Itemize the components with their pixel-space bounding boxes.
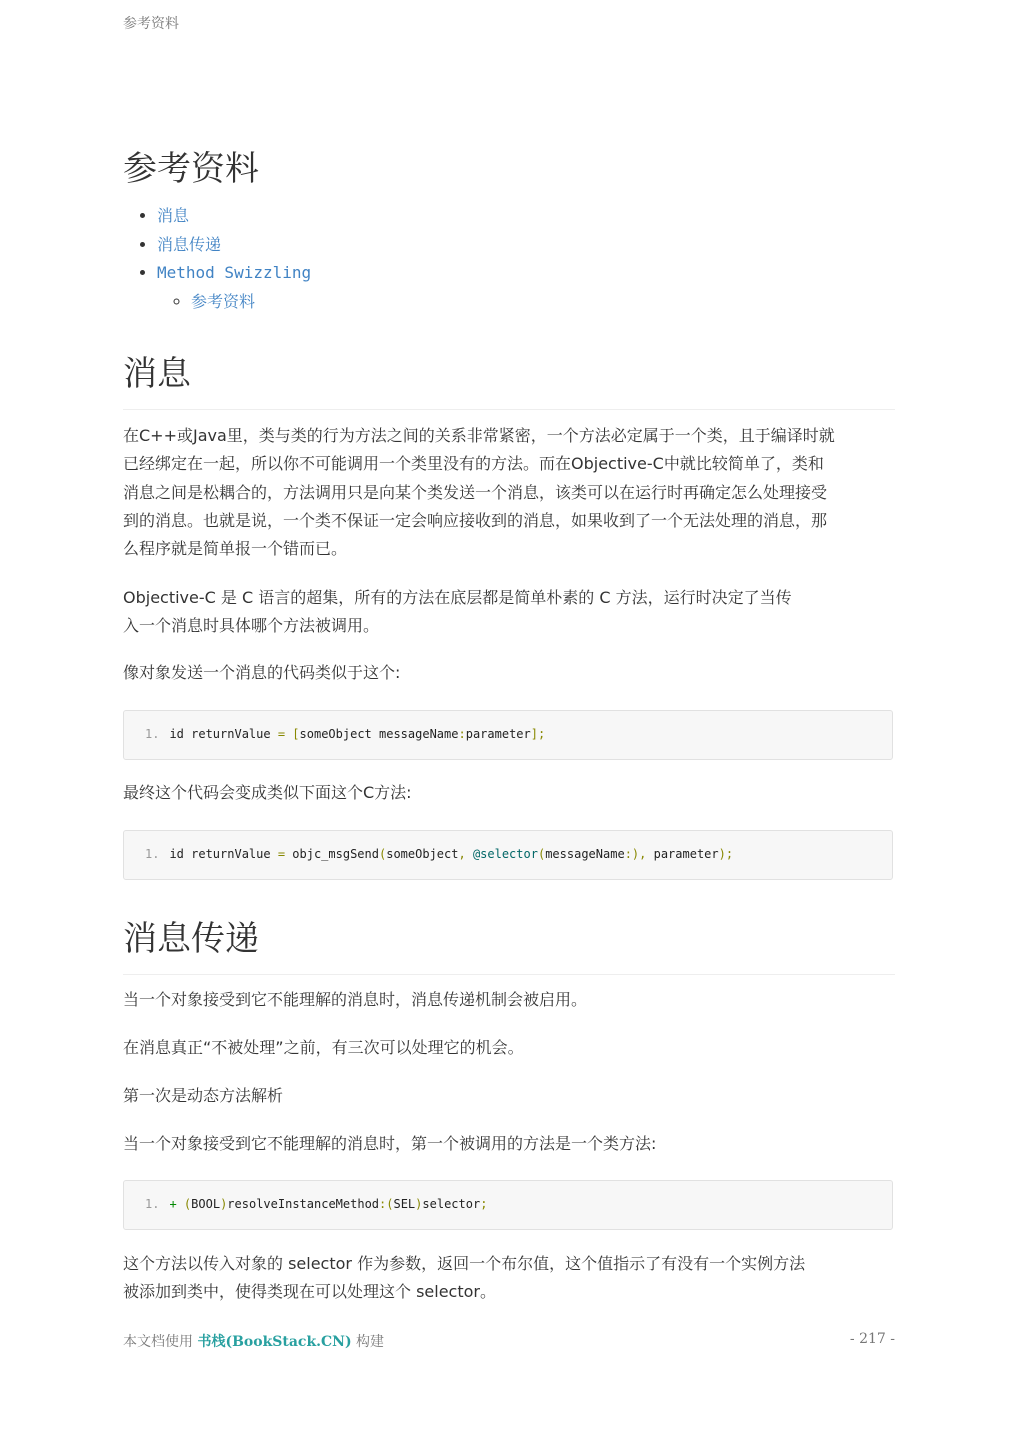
footer-prefix: 本文档使用	[123, 1334, 198, 1350]
code-token: objc_msgSend	[285, 847, 379, 861]
paragraph-send-message: 像对象发送一个消息的代码类似于这个:	[123, 663, 401, 682]
code-token: ];	[530, 727, 546, 741]
code-token: ,	[458, 847, 466, 861]
code-token: )	[415, 1197, 423, 1211]
code-block-objc-msgsend	[123, 830, 893, 880]
code-token: =	[277, 727, 286, 741]
code-token: SEL	[393, 1197, 416, 1211]
toc-item	[157, 202, 311, 231]
paragraph-intro	[123, 422, 895, 563]
section-heading-message-forwarding: 消息传递	[123, 911, 895, 975]
toc-link-references[interactable]: 参考资料	[191, 291, 256, 311]
text-line: 入一个消息时具体哪个方法被调用。	[123, 616, 380, 636]
code-token: resolveInstanceMethod	[227, 1197, 380, 1211]
code-line	[145, 847, 733, 861]
code-token	[466, 847, 473, 861]
code-token: BOOL	[191, 1197, 221, 1211]
text-line: 到的消息。也就是说，一个类不保证一定会响应接收到的消息，如果收到了一个无法处理的消息，那	[123, 510, 828, 530]
code-token: +	[169, 1197, 177, 1211]
code-token: selector	[422, 1197, 481, 1211]
code-token: parameter	[646, 847, 719, 861]
text-line: 么程序就是简单报一个错而已。	[123, 539, 348, 559]
line-number: 1.	[145, 847, 160, 861]
paragraph-superset	[123, 584, 895, 641]
text-line: Objective-C 是 C 语言的超集，所有的方法在底层都是简单朴素的 C 方法，运行时决定了当传	[123, 588, 792, 607]
toc-subitem	[191, 288, 311, 317]
code-token: (	[183, 1197, 192, 1211]
footer-suffix: 构建	[351, 1334, 385, 1350]
code-token: someObject messageName	[299, 727, 459, 741]
code-token: parameter	[465, 727, 531, 741]
toc-link-messages[interactable]: 消息	[157, 206, 190, 225]
text-line: 消息之间是松耦合的，方法调用只是向某个类发送一个消息，该类可以在运行时再确定怎么处理接受	[123, 482, 828, 502]
code-token: :(	[379, 1197, 394, 1211]
code-token: (	[537, 847, 546, 861]
running-header: 参考资料	[123, 16, 179, 32]
code-token: (	[378, 847, 387, 861]
paragraph-selector-result	[123, 1250, 895, 1307]
code-line	[145, 1197, 487, 1211]
footer-credit	[123, 1331, 384, 1351]
code-line	[145, 727, 545, 741]
text-line: 在C++或Java里，类与类的行为方法之间的关系非常紧密，一个方法必定属于一个类，且于编译时就	[123, 426, 835, 445]
footer-brand-link[interactable]: 书栈(BookStack.CN)	[197, 1334, 352, 1350]
code-token: messageName	[545, 847, 625, 861]
code-token: ;	[480, 1197, 488, 1211]
paragraph-three-chances: 在消息真正“不被处理”之前，有三次可以处理它的机会。	[123, 1038, 524, 1057]
paragraph-first-chance: 第一次是动态方法解析	[123, 1086, 284, 1105]
toc-link-method-swizzling[interactable]: Method Swizzling	[157, 263, 312, 282]
text-line: 这个方法以传入对象的 selector 作为参数，返回一个布尔值，这个值指示了有没有一个实例方法	[123, 1254, 806, 1273]
code-token: id returnValue	[169, 847, 278, 861]
code-token	[177, 1197, 184, 1211]
toc-title: 参考资料	[123, 149, 259, 189]
code-token: someObject	[386, 847, 459, 861]
code-token: id returnValue	[169, 727, 278, 741]
text-line: 已经绑定在一起，所以你不可能调用一个类里没有的方法。而在Objective-C中就比较简单了，类和	[123, 454, 824, 474]
code-token: @selector	[472, 847, 538, 861]
line-number: 1.	[145, 1197, 160, 1211]
toc-sublist	[157, 288, 311, 317]
toc-item	[157, 231, 311, 260]
code-token: :),	[624, 847, 647, 861]
table-of-contents	[123, 202, 311, 316]
toc-link-message-forwarding[interactable]: 消息传递	[157, 234, 222, 254]
code-token: )	[220, 1197, 228, 1211]
paragraph-forwarding-enabled: 当一个对象接受到它不能理解的消息时，消息传递机制会被启用。	[123, 990, 588, 1009]
page-number: - 217 -	[849, 1331, 895, 1347]
code-block-send-message	[123, 710, 893, 760]
toc-item	[157, 259, 311, 316]
line-number: 1.	[145, 727, 160, 741]
section-heading-messages: 消息	[123, 346, 895, 410]
code-token: :	[458, 727, 466, 741]
code-token: [	[292, 727, 300, 741]
paragraph-class-method: 当一个对象接受到它不能理解的消息时，第一个被调用的方法是一个类方法:	[123, 1134, 657, 1153]
text-line: 被添加到类中，使得类现在可以处理这个 selector。	[123, 1282, 496, 1302]
code-token: );	[718, 847, 734, 861]
code-block-resolve-instance-method	[123, 1180, 893, 1230]
code-token: =	[277, 847, 286, 861]
paragraph-c-method: 最终这个代码会变成类似下面这个C方法:	[123, 783, 412, 802]
